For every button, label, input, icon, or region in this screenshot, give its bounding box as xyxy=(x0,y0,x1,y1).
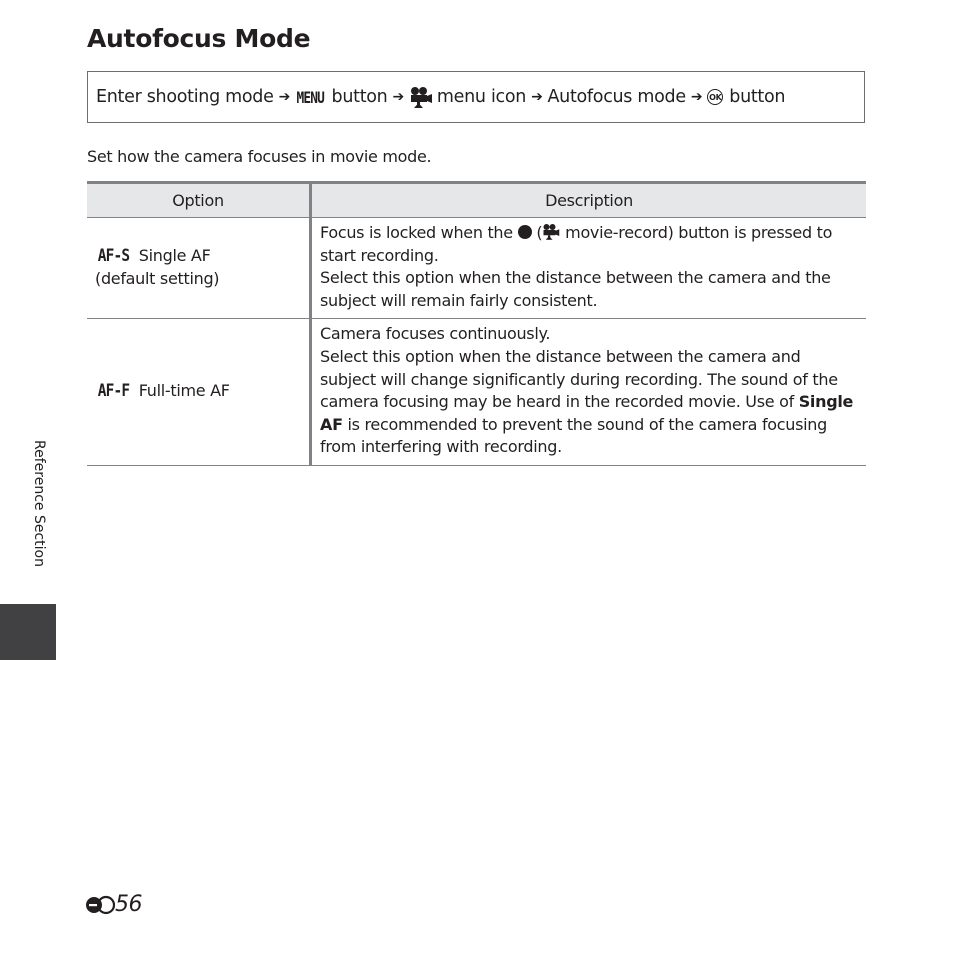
right-arrow-icon: ➔ xyxy=(531,89,543,105)
path-step-autofocus-mode: Autofocus mode xyxy=(547,87,686,107)
default-setting-note: (default setting) xyxy=(95,268,220,288)
path-step-button: button xyxy=(331,87,388,107)
menu-path-box xyxy=(87,71,865,123)
table-row xyxy=(87,218,866,319)
description-text: Focus is locked when the xyxy=(320,223,513,242)
record-dot-icon xyxy=(518,225,532,239)
right-arrow-icon: ➔ xyxy=(392,89,404,105)
path-step-ok-button: button xyxy=(729,87,786,107)
description-cell xyxy=(311,319,867,466)
description-cell: Focus is locked when the ( movie-record) button is pressed to start recording. Select this option when the distance between the camera and the subject will remain fairly consistent. xyxy=(311,218,867,319)
option-label: Single AF xyxy=(138,246,211,265)
af-f-icon: AF-F xyxy=(97,380,130,401)
header-description: Description xyxy=(311,183,867,218)
movie-camera-icon xyxy=(542,223,560,240)
page-footer xyxy=(85,892,142,917)
movie-camera-icon xyxy=(409,86,433,108)
section-tab xyxy=(0,604,56,660)
description-text: movie-record) button is pressed to start recording. xyxy=(320,223,833,265)
ok-button-icon: OK xyxy=(707,89,723,105)
side-section-label: Reference Section xyxy=(31,440,47,567)
reference-section-icon xyxy=(85,895,115,915)
af-s-icon: AF-S xyxy=(97,246,130,266)
options-table xyxy=(87,181,866,466)
description-text: Select this option when the distance between the camera and subject will change significantly during recording. The sound of the camera focusing may be heard in the recorded movie. Use of xyxy=(320,346,838,412)
intro-text: Set how the camera focuses in movie mode. xyxy=(87,147,432,166)
right-arrow-icon: ➔ xyxy=(690,89,703,105)
description-bold-text: Single AF xyxy=(320,392,854,434)
description-text: Select this option when the distance between the camera and the subject will remain fairly consistent. xyxy=(320,268,831,310)
path-step-shooting-mode: Enter shooting mode xyxy=(96,87,274,107)
path-step-menu-icon: menu icon xyxy=(436,87,527,107)
table-row xyxy=(87,319,866,466)
description-text: Camera focuses continuously. xyxy=(320,324,551,344)
right-arrow-icon: ➔ xyxy=(278,89,291,105)
table-header-row xyxy=(87,183,866,218)
header-option: Option xyxy=(87,183,311,218)
option-cell-single-af xyxy=(87,218,311,319)
option-cell-full-time-af xyxy=(87,319,311,466)
description-text: is recommended to prevent the sound of the camera focusing from interfering with recording. xyxy=(320,414,828,457)
page-title: Autofocus Mode xyxy=(87,24,311,53)
page-number: 56 xyxy=(115,892,142,917)
option-label: Full-time AF xyxy=(138,380,230,400)
menu-button-glyph: MENU xyxy=(296,87,325,107)
